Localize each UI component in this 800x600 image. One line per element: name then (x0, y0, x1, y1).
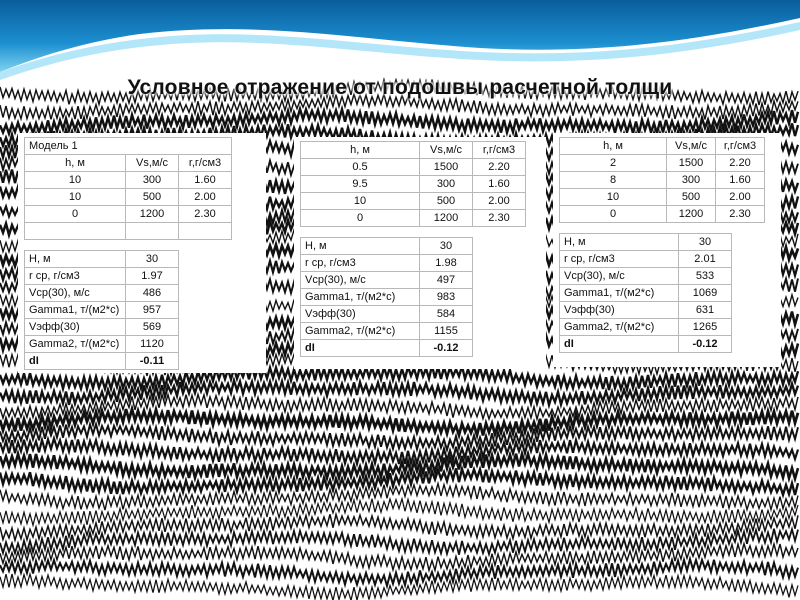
table-cell: 2.00 (716, 189, 765, 206)
table-cell: 8 (560, 172, 667, 189)
param-label: Vэфф(30) (560, 302, 679, 319)
table-row (560, 172, 765, 189)
header-cell: r,г/см3 (473, 142, 526, 159)
table-row (25, 172, 232, 189)
table-cell: 2.00 (179, 189, 232, 206)
header-cell: h, м (25, 155, 126, 172)
header-cell: h, м (560, 138, 667, 155)
param-label: Vэфф(30) (25, 319, 126, 336)
header-cell: h, м (301, 142, 420, 159)
param-row (25, 251, 179, 268)
layers-table (300, 141, 526, 227)
table-cell: 1200 (420, 210, 473, 227)
param-value: 486 (126, 285, 179, 302)
table-cell: 10 (25, 189, 126, 206)
param-row (301, 306, 473, 323)
seismic-trace (0, 454, 798, 479)
table-cell: 1200 (667, 206, 716, 223)
param-value: 30 (679, 234, 732, 251)
table-row (25, 206, 232, 223)
param-value: 983 (420, 289, 473, 306)
table-cell: 10 (560, 189, 667, 206)
param-label: Vср(30), м/с (301, 272, 420, 289)
param-row (25, 285, 179, 302)
param-row (25, 268, 179, 285)
param-value: 957 (126, 302, 179, 319)
param-label: Gamma1, т/(м2*с) (25, 302, 126, 319)
table-cell: 300 (126, 172, 179, 189)
table-row (301, 159, 526, 176)
table-cell: 500 (667, 189, 716, 206)
table-row (301, 193, 526, 210)
table-cell: 2.00 (473, 193, 526, 210)
model-2-panel (294, 137, 546, 369)
param-value: -0.11 (126, 353, 179, 370)
param-label: r ср, г/см3 (25, 268, 126, 285)
param-label: r ср, г/см3 (301, 255, 420, 272)
param-value: 1.98 (420, 255, 473, 272)
table-cell: 0 (560, 206, 667, 223)
param-row (560, 336, 732, 353)
param-row (301, 289, 473, 306)
table-row (560, 206, 765, 223)
table-row (25, 189, 232, 206)
param-row (25, 336, 179, 353)
header-cell: r,г/см3 (179, 155, 232, 172)
param-row (25, 302, 179, 319)
table-cell: 1200 (126, 206, 179, 223)
table-cell: 2 (560, 155, 667, 172)
table-cell: 1500 (667, 155, 716, 172)
param-row (301, 238, 473, 255)
empty-cell (25, 223, 126, 240)
table-cell: 0.5 (301, 159, 420, 176)
table-cell: 1.60 (179, 172, 232, 189)
param-value: 1069 (679, 285, 732, 302)
table-cell: 300 (667, 172, 716, 189)
table-cell: 500 (420, 193, 473, 210)
model-1-panel (18, 133, 266, 373)
params-table (559, 233, 732, 353)
table-cell: 2.30 (716, 206, 765, 223)
empty-cell (126, 223, 179, 240)
param-label: H, м (560, 234, 679, 251)
param-value: 2.01 (679, 251, 732, 268)
header-cell: r,г/см3 (716, 138, 765, 155)
param-row (25, 319, 179, 336)
table-cell: 2.20 (716, 155, 765, 172)
param-label: Vэфф(30) (301, 306, 420, 323)
param-value: 1.97 (126, 268, 179, 285)
table-cell: 0 (25, 206, 126, 223)
slide-title: Условное отражение от подошвы расчетной толщи (127, 76, 673, 99)
param-label: dI (301, 340, 420, 357)
param-value: 497 (420, 272, 473, 289)
table-row (301, 210, 526, 227)
param-value: -0.12 (420, 340, 473, 357)
seismic-trace (0, 574, 798, 600)
table-row (560, 155, 765, 172)
model-3-panel (553, 133, 781, 367)
param-row (560, 268, 732, 285)
param-value: -0.12 (679, 336, 732, 353)
table-cell: 2.30 (179, 206, 232, 223)
param-row (301, 272, 473, 289)
param-value: 1155 (420, 323, 473, 340)
param-row (560, 302, 732, 319)
param-row (560, 285, 732, 302)
param-label: Gamma2, т/(м2*с) (560, 319, 679, 336)
empty-cell (179, 223, 232, 240)
param-value: 30 (420, 238, 473, 255)
param-value: 1120 (126, 336, 179, 353)
param-label: Vср(30), м/с (560, 268, 679, 285)
blue-wave-banner (0, 0, 800, 72)
param-label: Vср(30), м/с (25, 285, 126, 302)
param-label: Gamma2, т/(м2*с) (301, 323, 420, 340)
param-label: H, м (301, 238, 420, 255)
param-row (301, 323, 473, 340)
table-cell: 1500 (420, 159, 473, 176)
layers-table (24, 137, 232, 240)
param-row (560, 234, 732, 251)
table-cell: 2.30 (473, 210, 526, 227)
param-label: Gamma1, т/(м2*с) (560, 285, 679, 302)
param-value: 584 (420, 306, 473, 323)
param-value: 1265 (679, 319, 732, 336)
table-cell: 1.60 (716, 172, 765, 189)
param-value: 631 (679, 302, 732, 319)
layers-table (559, 137, 765, 223)
param-label: Gamma1, т/(м2*с) (301, 289, 420, 306)
table-cell: 1.60 (473, 176, 526, 193)
param-label: dI (560, 336, 679, 353)
param-label: H, м (25, 251, 126, 268)
param-label: Gamma2, т/(м2*с) (25, 336, 126, 353)
table-cell: 10 (25, 172, 126, 189)
param-value: 569 (126, 319, 179, 336)
param-value: 30 (126, 251, 179, 268)
params-table (24, 250, 179, 370)
param-value: 533 (679, 268, 732, 285)
param-row (560, 319, 732, 336)
model-label: Модель 1 (25, 138, 232, 155)
table-cell: 0 (301, 210, 420, 227)
param-row (301, 340, 473, 357)
param-row (560, 251, 732, 268)
header-cell: Vs,м/с (420, 142, 473, 159)
table-cell: 300 (420, 176, 473, 193)
param-row (25, 353, 179, 370)
param-label: r ср, г/см3 (560, 251, 679, 268)
table-row (560, 189, 765, 206)
param-label: dI (25, 353, 126, 370)
table-cell: 500 (126, 189, 179, 206)
params-table (300, 237, 473, 357)
header-cell: Vs,м/с (667, 138, 716, 155)
table-cell: 9.5 (301, 176, 420, 193)
table-row (301, 176, 526, 193)
header-cell: Vs,м/с (126, 155, 179, 172)
table-cell: 10 (301, 193, 420, 210)
table-cell: 2.20 (473, 159, 526, 176)
param-row (301, 255, 473, 272)
